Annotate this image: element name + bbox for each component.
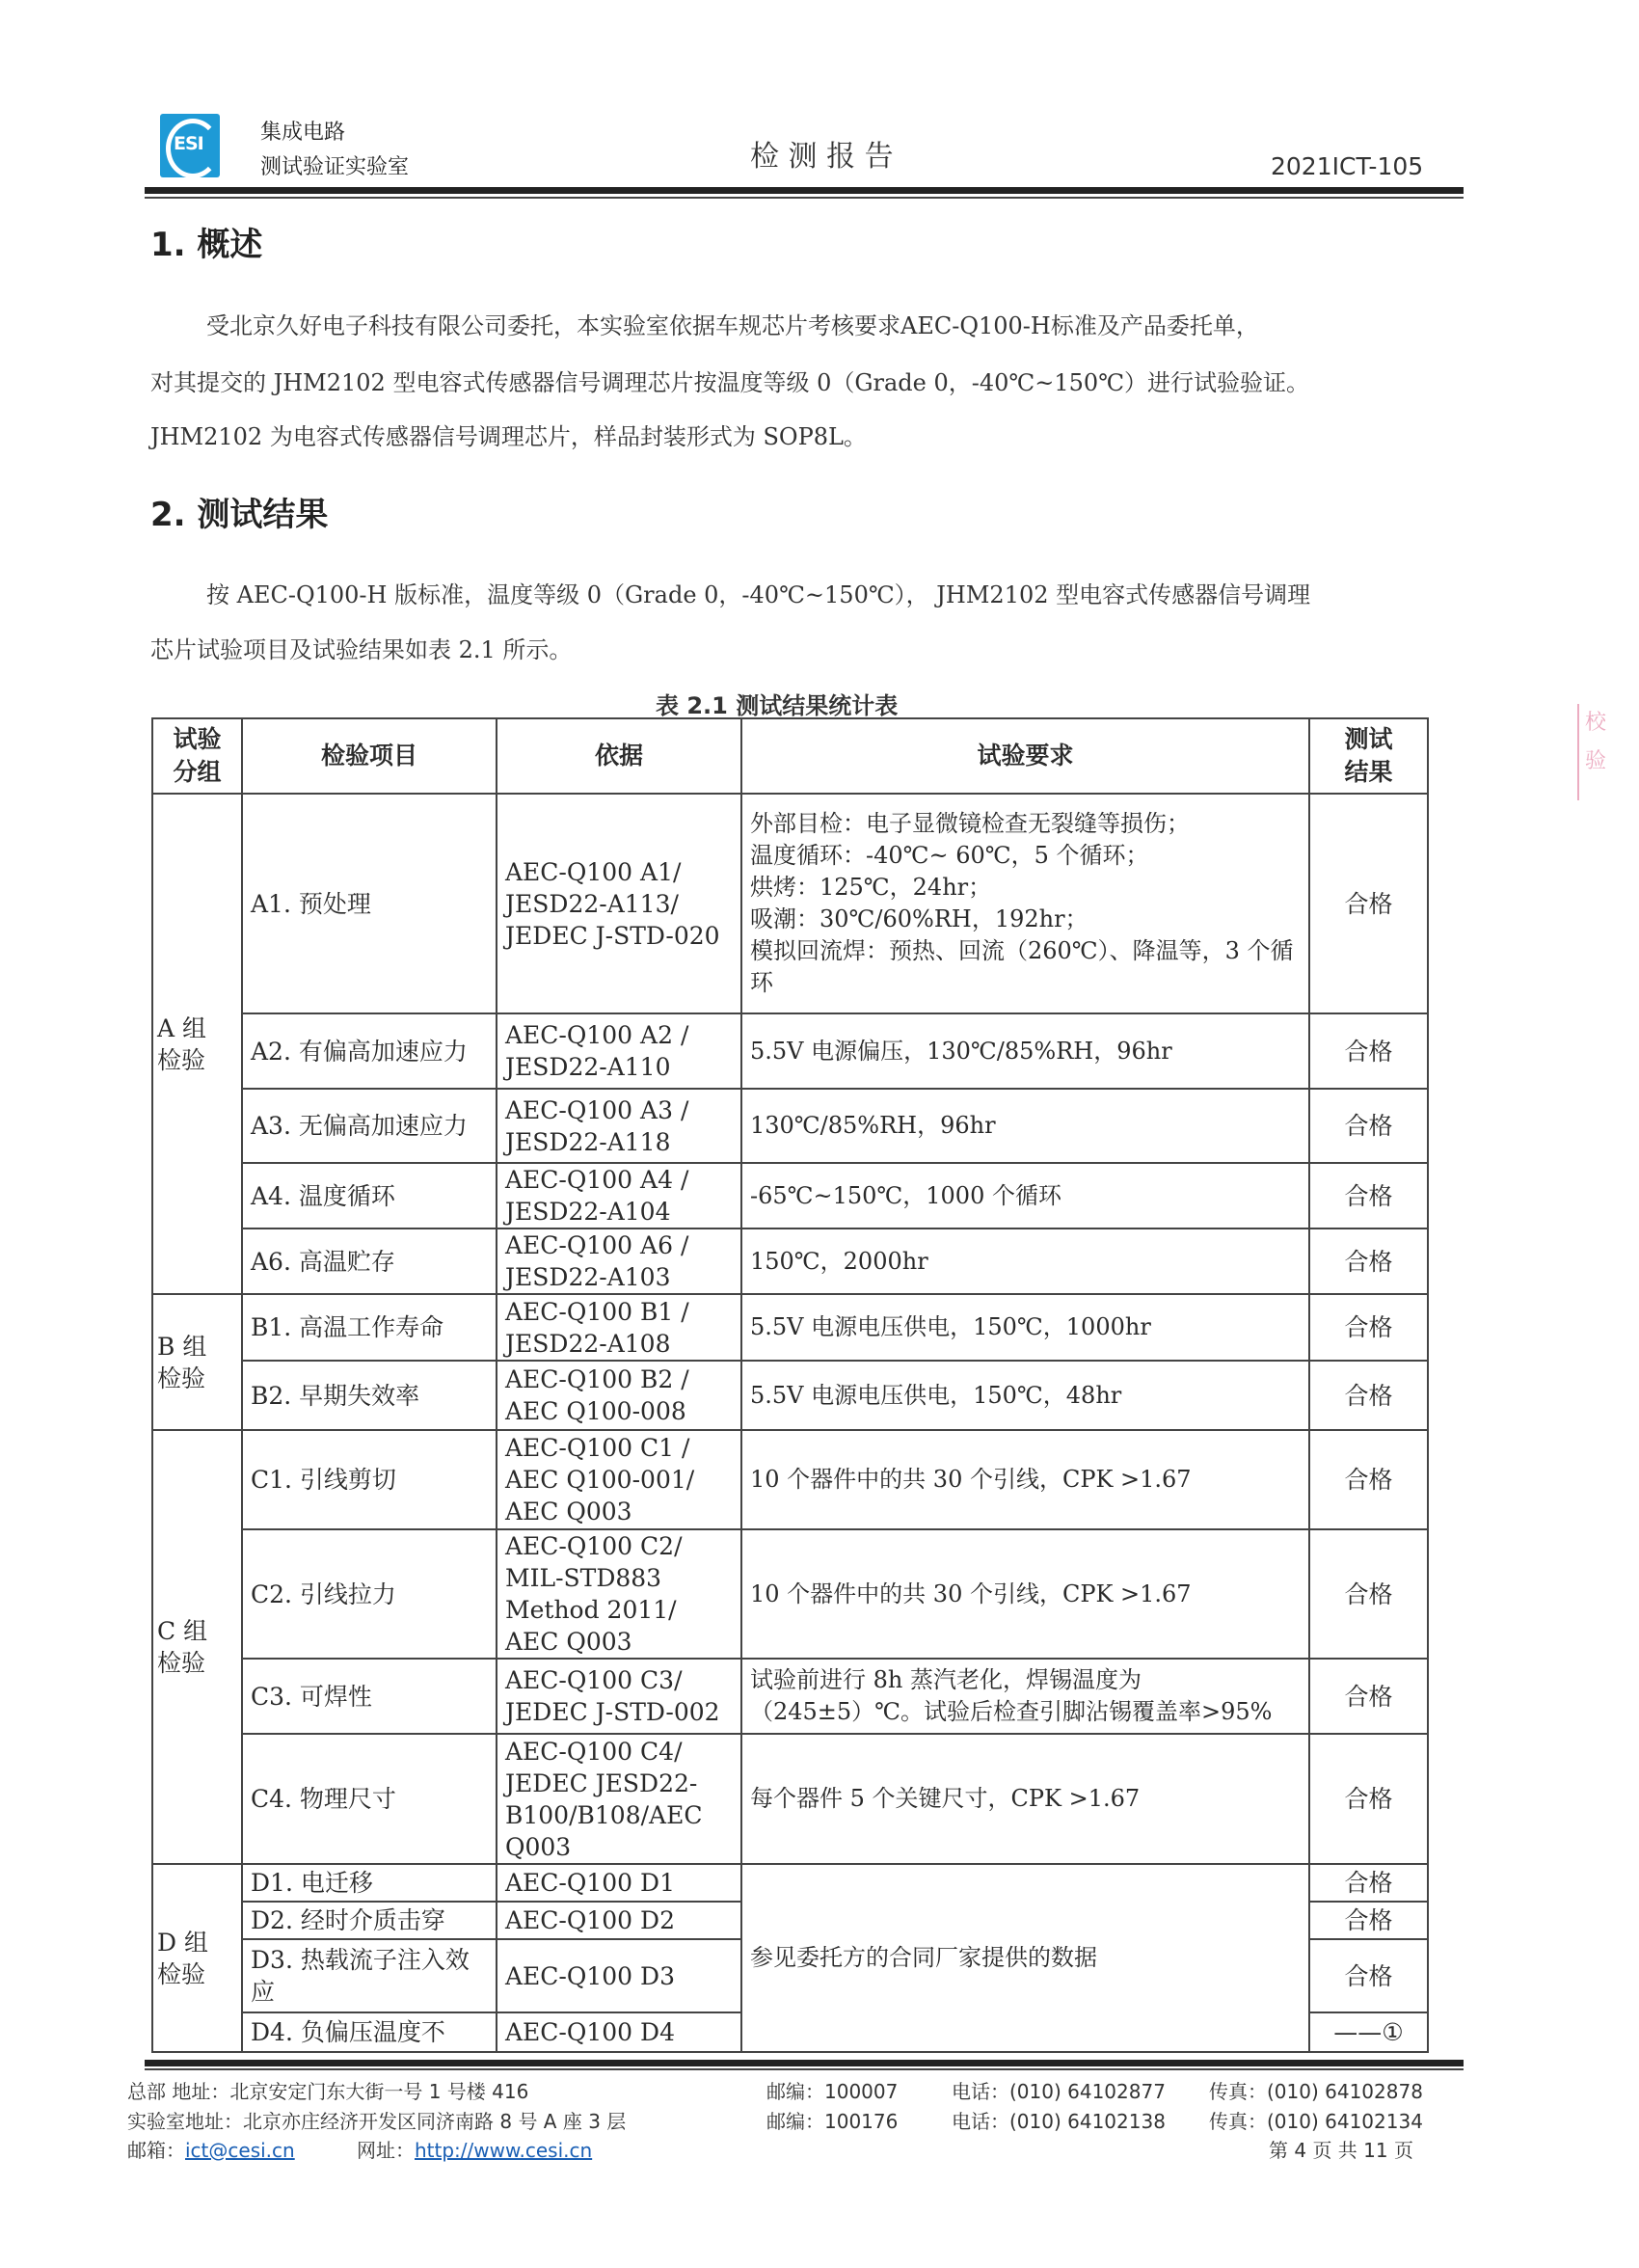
hq-fax: 传真：(010) 64102878 [1209,2080,1423,2103]
result-cell: ——① [1309,2012,1428,2052]
requirement-cell: 参见委托方的合同厂家提供的数据 [741,1864,1309,2052]
results-table [151,717,1429,2053]
table-row [152,1228,1428,1294]
basis-cell: AEC-Q100 B2 / AEC Q100-008 [497,1361,741,1430]
item-cell: A3. 无偏高加速应力 [242,1089,497,1163]
lab-phone: 电话：(010) 64102138 [952,2110,1166,2133]
section-2-para-line: 按 AEC-Q100-H 版标准，温度等级 0（Grade 0，-40℃~150℃）， JHM2102 型电容式传感器信号调理 [206,581,1311,608]
result-cell: 合格 [1309,1734,1428,1864]
basis-cell: AEC-Q100 A6 / JESD22-A103 [497,1228,741,1294]
group-cell: D 组 检验 [152,1864,242,2052]
report-number: 2021ICT-105 [1271,152,1424,180]
basis-cell: AEC-Q100 A2 / JESD22-A110 [497,1013,741,1089]
col-header-group: 试验 分组 [152,718,242,794]
item-cell: D2. 经时介质击穿 [242,1902,497,1939]
basis-cell: AEC-Q100 A1/ JESD22-A113/ JEDEC J-STD-020 [497,794,741,1013]
table-row [152,794,1428,1013]
table-row [152,1089,1428,1163]
cesi-logo [160,114,220,177]
item-cell: A2. 有偏高加速应力 [242,1013,497,1089]
basis-cell: AEC-Q100 A4 / JESD22-A104 [497,1163,741,1228]
item-cell: B1. 高温工作寿命 [242,1294,497,1361]
section-1-para-line: 对其提交的 JHM2102 型电容式传感器信号调理芯片按温度等级 0（Grade 0，-40℃~150℃）进行试验验证。 [150,369,1310,396]
requirement-cell: 10 个器件中的共 30 个引线，CPK >1.67 [741,1529,1309,1659]
section-1-heading: 1. 概述 [150,226,263,264]
basis-cell: AEC-Q100 D1 [497,1864,741,1902]
requirement-cell: 5.5V 电源电压供电，150℃，1000hr [741,1294,1309,1361]
lab-name-line2: 测试验证实验室 [260,155,410,179]
result-cell: 合格 [1309,1361,1428,1430]
requirement-cell: 试验前进行 8h 蒸汽老化，焊锡温度为（245±5）℃。试验后检查引脚沾锡覆盖率>95% [741,1659,1309,1734]
result-cell: 合格 [1309,1659,1428,1734]
col-header-item: 检验项目 [242,718,497,794]
requirement-cell: 外部目检：电子显微镜检查无裂缝等损伤； 温度循环：-40℃~ 60℃，5 个循环； 烘烤：125℃，24hr； 吸潮：30℃/60%RH，192hr； 模拟回流焊：预热、回流（260℃）、降温等，3 个循环 [741,794,1309,1013]
item-cell: D3. 热载流子注入效应 [242,1939,497,2012]
result-cell: 合格 [1309,1228,1428,1294]
requirement-cell: -65℃~150℃，1000 个循环 [741,1163,1309,1228]
table-row [152,1163,1428,1228]
col-header-requirement: 试验要求 [741,718,1309,794]
result-cell: 合格 [1309,1163,1428,1228]
header-rule-thin [145,197,1464,199]
group-cell: C 组 检验 [152,1430,242,1864]
section-2-heading: 2. 测试结果 [150,496,329,534]
item-cell: C2. 引线拉力 [242,1529,497,1659]
basis-cell: AEC-Q100 A3 / JESD22-A118 [497,1089,741,1163]
lab-zip: 邮编：100176 [766,2110,899,2133]
result-cell: 合格 [1309,1902,1428,1939]
group-cell: A 组 检验 [152,794,242,1294]
result-cell: 合格 [1309,1013,1428,1089]
website-label: 网址： [357,2139,415,2162]
hq-address: 总部 地址：北京安定门东大街一号 1 号楼 416 [127,2080,529,2103]
result-cell: 合格 [1309,1430,1428,1529]
section-2-para-line: 芯片试验项目及试验结果如表 2.1 所示。 [150,636,573,663]
requirement-cell: 10 个器件中的共 30 个引线，CPK >1.67 [741,1430,1309,1529]
report-title: 检 测 报 告 [750,140,894,174]
basis-cell: AEC-Q100 C4/ JEDEC JESD22-B100/B108/AEC Q003 [497,1734,741,1864]
basis-cell: AEC-Q100 D2 [497,1902,741,1939]
section-1-para-line: JHM2102 为电容式传感器信号调理芯片，样品封装形式为 SOP8L。 [150,423,867,450]
lab-name-line1: 集成电路 [260,121,346,145]
table-row [152,1529,1428,1659]
basis-cell: AEC-Q100 D4 [497,2012,741,2052]
hq-zip: 邮编：100007 [766,2080,899,2103]
table-caption: 表 2.1 测试结果统计表 [656,692,899,719]
lab-fax: 传真：(010) 64102134 [1209,2110,1423,2133]
result-cell: 合格 [1309,1529,1428,1659]
item-cell: C3. 可焊性 [242,1659,497,1734]
website-link[interactable]: http://www.cesi.cn [415,2139,593,2162]
table-row [152,1734,1428,1864]
table-row [152,1659,1428,1734]
result-cell: 合格 [1309,1864,1428,1902]
footer-rule [145,2060,1464,2066]
basis-cell: AEC-Q100 C3/ JEDEC J-STD-002 [497,1659,741,1734]
item-cell: D1. 电迁移 [242,1864,497,1902]
header-rule [145,187,1464,194]
item-cell: A1. 预处理 [242,794,497,1013]
basis-cell: AEC-Q100 C2/ MIL-STD883 Method 2011/ AEC Q003 [497,1529,741,1659]
basis-cell: AEC-Q100 B1 / JESD22-A108 [497,1294,741,1361]
table-row [152,1361,1428,1430]
result-cell: 合格 [1309,1939,1428,2012]
requirement-cell: 5.5V 电源偏压，130℃/85%RH，96hr [741,1013,1309,1089]
requirement-cell: 每个器件 5 个关键尺寸，CPK >1.67 [741,1734,1309,1864]
footer-rule-thin [145,2068,1464,2070]
result-cell: 合格 [1309,1089,1428,1163]
table-row [152,1294,1428,1361]
email-label: 邮箱： [127,2139,185,2162]
page-number: 第 4 页 共 11 页 [1269,2139,1413,2162]
table-row [152,1864,1428,1902]
requirement-cell: 5.5V 电源电压供电，150℃，48hr [741,1361,1309,1430]
item-cell: C1. 引线剪切 [242,1430,497,1529]
requirement-cell: 130℃/85%RH，96hr [741,1089,1309,1163]
lab-address: 实验室地址：北京亦庄经济开发区同济南路 8 号 A 座 3 层 [127,2110,627,2133]
col-header-basis: 依据 [497,718,741,794]
basis-cell: AEC-Q100 C1 / AEC Q100-001/ AEC Q003 [497,1430,741,1529]
hq-phone: 电话：(010) 64102877 [952,2080,1166,2103]
result-cell: 合格 [1309,794,1428,1013]
group-cell: B 组 检验 [152,1294,242,1430]
item-cell: A4. 温度循环 [242,1163,497,1228]
basis-cell: AEC-Q100 D3 [497,1939,741,2012]
logo-text: ESI [174,133,203,154]
item-cell: D4. 负偏压温度不 [242,2012,497,2052]
email-link[interactable]: ict@cesi.cn [185,2139,295,2162]
col-header-result: 测试 结果 [1309,718,1428,794]
item-cell: C4. 物理尺寸 [242,1734,497,1864]
side-stamp: 校验 [1577,704,1604,800]
item-cell: B2. 早期失效率 [242,1361,497,1430]
result-cell: 合格 [1309,1294,1428,1361]
table-row [152,1013,1428,1089]
item-cell: A6. 高温贮存 [242,1228,497,1294]
requirement-cell: 150℃，2000hr [741,1228,1309,1294]
table-row [152,1430,1428,1529]
section-1-para-line: 受北京久好电子科技有限公司委托，本实验室依据车规芯片考核要求AEC-Q100-H标准及产品委托单， [206,312,1259,339]
